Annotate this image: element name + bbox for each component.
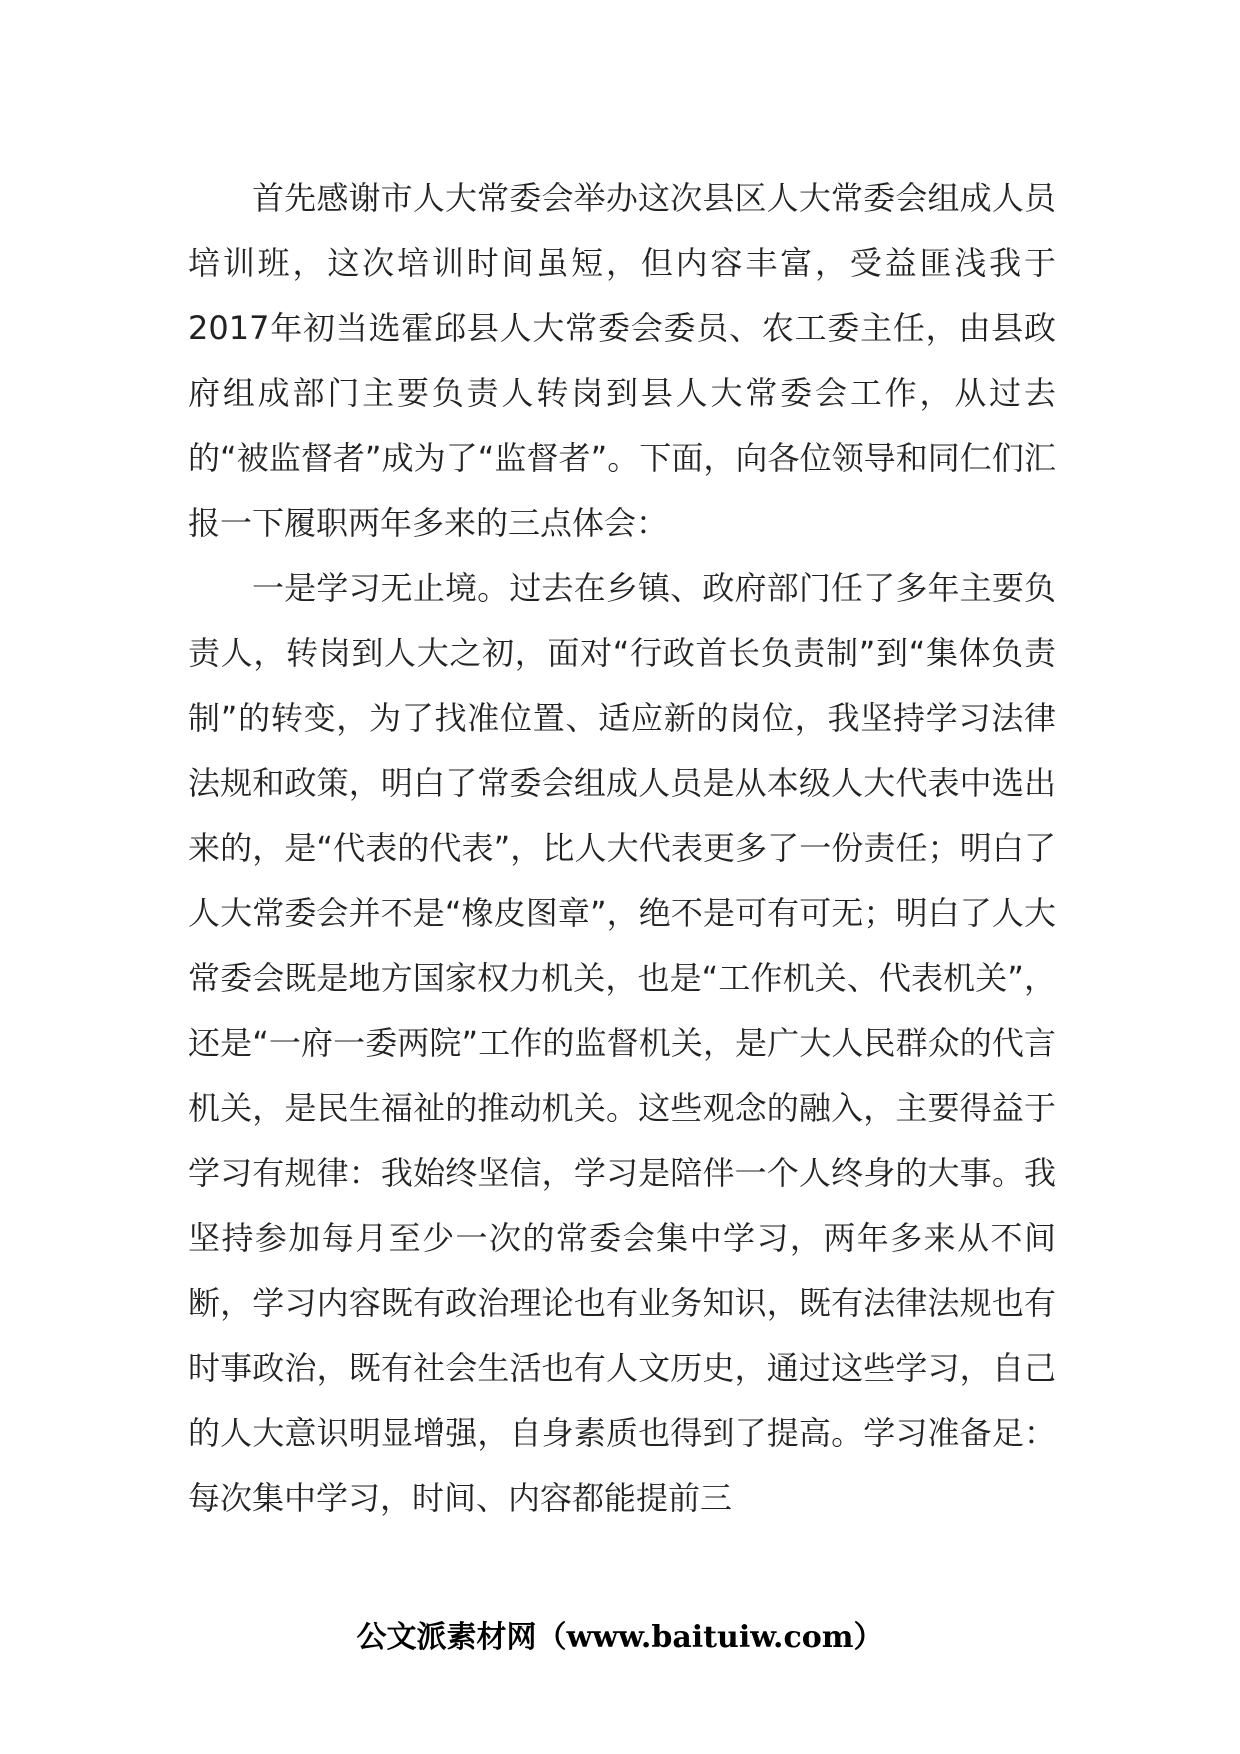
paragraph-intro: 首先感谢市人大常委会举办这次县区人大常委会组成人员培训班，这次培训时间虽短，但内容丰富，受益匪浅我于2017年初当选霍邱县人大常委会委员、农工委主任，由县政府组成部门主要负责人转岗到县人大常委会工作，从过去的“被监督者”成为了“监督者”。下面，向各位领导和同仁们汇报一下履职两年多来的三点体会： <box>188 179 1056 542</box>
footer-watermark: 公文派素材网（www.baituiw.com） <box>356 1620 884 1655</box>
document-body <box>188 166 1056 1531</box>
paragraph-learning: 一是学习无止境。过去在乡镇、政府部门任了多年主要负责人，转岗到人大之初，面对“行政首长负责制”到“集体负责制”的转变，为了找准位置、适应新的岗位，我坚持学习法律法规和政策，明白了常委会组成人员是从本级人大代表中选出来的，是“代表的代表”，比人大代表更多了一份责任；明白了人大常委会并不是“橡皮图章”，绝不是可有可无；明白了人大常委会既是地方国家权力机关，也是“工作机关、代表机关”，还是“一府一委两院”工作的监督机关，是广大人民群众的代言机关，是民生福祉的推动机关。这些观念的融入，主要得益于学习有规律：我始终坚信，学习是陪伴一个人终身的大事。我坚持参加每月至少一次的常委会集中学习，两年多来从不间断，学习内容既有政治理论也有业务知识，既有法律法规也有时事政治，既有社会生活也有人文历史，通过这些学习，自己的人大意识明显增强，自身素质也得到了提高。学习准备足：每次集中学习，时间、内容都能提前三 <box>188 569 1056 1517</box>
